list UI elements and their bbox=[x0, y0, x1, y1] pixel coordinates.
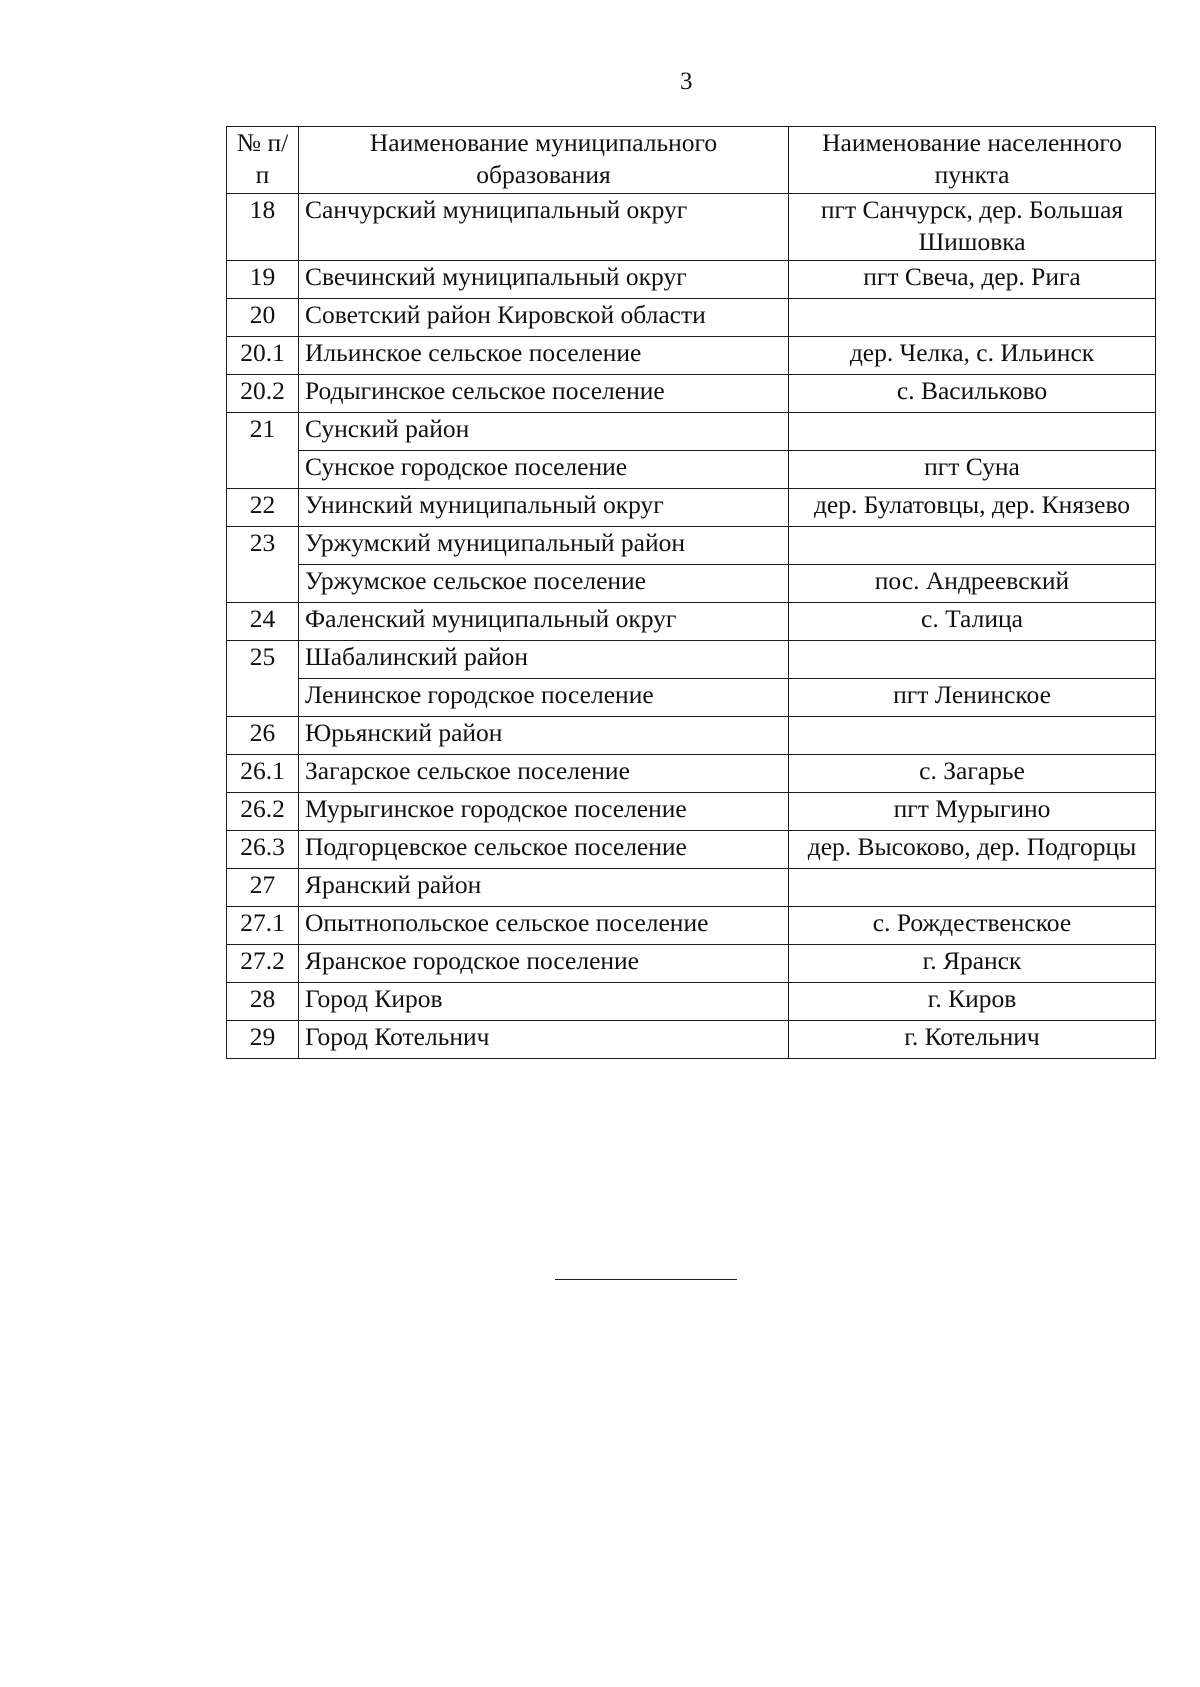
table-row bbox=[227, 717, 1156, 755]
row-settlement: дер. Челка, с. Ильинск bbox=[789, 337, 1156, 375]
row-settlement bbox=[789, 413, 1156, 451]
table-row bbox=[227, 755, 1156, 793]
row-number: 21 bbox=[227, 413, 299, 489]
row-number: 27.2 bbox=[227, 945, 299, 983]
row-settlement: г. Котельнич bbox=[789, 1021, 1156, 1059]
row-municipality: Яранский район bbox=[299, 869, 789, 907]
row-municipality: Родыгинское сельское поселение bbox=[299, 375, 789, 413]
row-municipality: Ленинское городское поселение bbox=[299, 679, 789, 717]
row-number: 19 bbox=[227, 261, 299, 299]
row-settlement: пос. Андреевский bbox=[789, 565, 1156, 603]
table-row bbox=[227, 451, 1156, 489]
row-settlement: пгт Санчурск, дер. Большая Шишовка bbox=[789, 194, 1156, 261]
row-municipality: Фаленский муниципальный округ bbox=[299, 603, 789, 641]
row-settlement: с. Загарье bbox=[789, 755, 1156, 793]
settlements-table bbox=[226, 126, 1156, 1059]
table-row bbox=[227, 489, 1156, 527]
table-row bbox=[227, 299, 1156, 337]
row-municipality: Сунское городское поселение bbox=[299, 451, 789, 489]
row-municipality: Опытнопольское сельское поселение bbox=[299, 907, 789, 945]
table-row bbox=[227, 413, 1156, 451]
row-settlement: дер. Булатовцы, дер. Князево bbox=[789, 489, 1156, 527]
row-settlement: г. Яранск bbox=[789, 945, 1156, 983]
closing-rule bbox=[555, 1279, 737, 1280]
row-settlement: г. Киров bbox=[789, 983, 1156, 1021]
row-municipality: Город Киров bbox=[299, 983, 789, 1021]
row-settlement bbox=[789, 299, 1156, 337]
row-number: 20.2 bbox=[227, 375, 299, 413]
table-row bbox=[227, 641, 1156, 679]
row-settlement bbox=[789, 717, 1156, 755]
row-settlement: дер. Высоково, дер. Подгорцы bbox=[789, 831, 1156, 869]
table-row bbox=[227, 261, 1156, 299]
row-number: 18 bbox=[227, 194, 299, 261]
table-row bbox=[227, 869, 1156, 907]
row-number: 25 bbox=[227, 641, 299, 717]
table-row bbox=[227, 194, 1156, 261]
row-settlement bbox=[789, 527, 1156, 565]
row-municipality: Яранское городское поселение bbox=[299, 945, 789, 983]
row-settlement: пгт Суна bbox=[789, 451, 1156, 489]
row-municipality: Загарское сельское поселение bbox=[299, 755, 789, 793]
row-number: 26.1 bbox=[227, 755, 299, 793]
row-municipality: Уржумский муниципальный район bbox=[299, 527, 789, 565]
header-number: № п/п bbox=[227, 127, 299, 194]
row-settlement bbox=[789, 869, 1156, 907]
row-municipality: Советский район Кировской области bbox=[299, 299, 789, 337]
table-row bbox=[227, 565, 1156, 603]
table-row bbox=[227, 945, 1156, 983]
row-municipality: Подгорцевское сельское поселение bbox=[299, 831, 789, 869]
row-municipality: Сунский район bbox=[299, 413, 789, 451]
table-row bbox=[227, 679, 1156, 717]
row-number: 27 bbox=[227, 869, 299, 907]
header-municipality: Наименование муниципального образования bbox=[299, 127, 789, 194]
row-municipality: Свечинский муниципальный округ bbox=[299, 261, 789, 299]
page-number: 3 bbox=[680, 68, 693, 95]
table-row bbox=[227, 983, 1156, 1021]
row-number: 20 bbox=[227, 299, 299, 337]
row-number: 29 bbox=[227, 1021, 299, 1059]
row-municipality: Мурыгинское городское поселение bbox=[299, 793, 789, 831]
row-settlement: с. Талица bbox=[789, 603, 1156, 641]
row-number: 26.3 bbox=[227, 831, 299, 869]
row-number: 27.1 bbox=[227, 907, 299, 945]
row-number: 23 bbox=[227, 527, 299, 603]
table-header-row bbox=[227, 127, 1156, 194]
table-row bbox=[227, 375, 1156, 413]
table-row bbox=[227, 1021, 1156, 1059]
table-row bbox=[227, 907, 1156, 945]
row-settlement bbox=[789, 641, 1156, 679]
row-settlement: с. Рождественское bbox=[789, 907, 1156, 945]
row-settlement: пгт Свеча, дер. Рига bbox=[789, 261, 1156, 299]
row-number: 26.2 bbox=[227, 793, 299, 831]
row-number: 20.1 bbox=[227, 337, 299, 375]
row-municipality: Шабалинский район bbox=[299, 641, 789, 679]
table-row bbox=[227, 527, 1156, 565]
row-municipality: Санчурский муниципальный округ bbox=[299, 194, 789, 261]
row-number: 28 bbox=[227, 983, 299, 1021]
row-municipality: Уржумское сельское поселение bbox=[299, 565, 789, 603]
row-settlement: с. Васильково bbox=[789, 375, 1156, 413]
row-settlement: пгт Мурыгино bbox=[789, 793, 1156, 831]
header-settlement: Наименование населенного пункта bbox=[789, 127, 1156, 194]
row-municipality: Город Котельнич bbox=[299, 1021, 789, 1059]
table-row bbox=[227, 831, 1156, 869]
table-row bbox=[227, 337, 1156, 375]
row-number: 24 bbox=[227, 603, 299, 641]
row-number: 26 bbox=[227, 717, 299, 755]
table-row bbox=[227, 603, 1156, 641]
row-settlement: пгт Ленинское bbox=[789, 679, 1156, 717]
row-municipality: Унинский муниципальный округ bbox=[299, 489, 789, 527]
table-row bbox=[227, 793, 1156, 831]
row-number: 22 bbox=[227, 489, 299, 527]
row-municipality: Юрьянский район bbox=[299, 717, 789, 755]
row-municipality: Ильинское сельское поселение bbox=[299, 337, 789, 375]
